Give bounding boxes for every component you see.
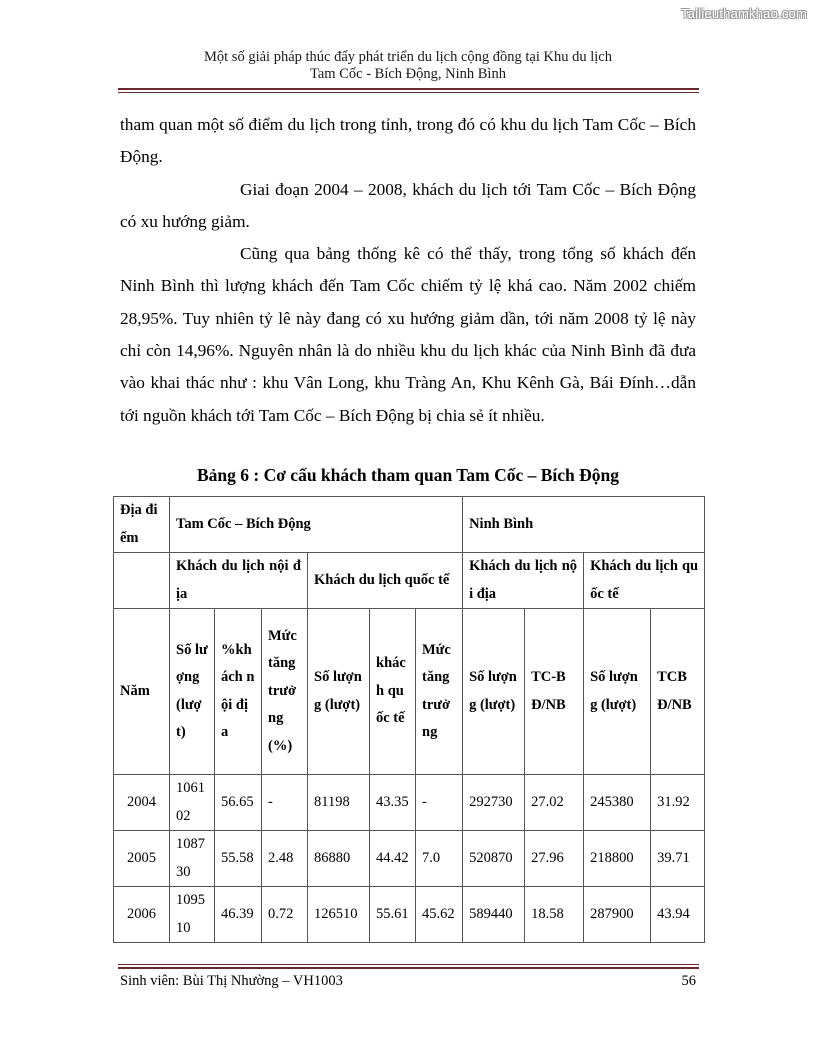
- row-year: 2005: [114, 831, 170, 887]
- row-domestic-percent: 56.65: [215, 775, 262, 831]
- row-domestic-count: 106102: [170, 775, 215, 831]
- header-row-groups: [114, 553, 705, 609]
- row-nb-domestic-ratio: 27.96: [525, 831, 584, 887]
- header-col-5: khách quốc tế: [370, 609, 416, 775]
- header-col-7: Số lượng (lượt): [463, 609, 525, 775]
- header-year: Năm: [114, 609, 170, 775]
- paragraph-3: Cũng qua bảng thống kê có thể thấy, trong tổng số khách đến Ninh Bình thì lượng khách đến Tam Cốc chiếm tỷ lệ khá cao. Năm 2002 chiếm 28,95%. Tuy nhiên tỷ lê này đang có xu hướng giảm dần, tới năm 2008 tỷ lệ này chỉ còn 14,96%. Nguyên nhân là do nhiều khu du lịch khác của Ninh Bình đã đưa vào khai thác như : khu Vân Long, khu Tràng An, Khu Kênh Gà, Bái Đính…dẫn tới nguồn khách tới Tam Cốc – Bích Động bị chia sẻ ít nhiều.: [120, 244, 696, 425]
- row-nb-domestic-count: 589440: [463, 887, 525, 943]
- table-title: Bảng 6 : Cơ cấu khách tham quan Tam Cốc – Bích Động: [197, 465, 619, 485]
- watermark: Tailieuthamkhao.com: [681, 6, 807, 21]
- header-divider: [118, 88, 699, 93]
- row-nb-domestic-count: 520870: [463, 831, 525, 887]
- table-row: [114, 775, 705, 831]
- header-location: Địa điểm: [114, 497, 170, 553]
- row-nb-domestic-ratio: 18.58: [525, 887, 584, 943]
- row-nb-international-ratio: 43.94: [651, 887, 705, 943]
- header-col-10: TCBĐ/NB: [651, 609, 705, 775]
- header-col-8: TC-BĐ/NB: [525, 609, 584, 775]
- header-col-2: %khách nội địa: [215, 609, 262, 775]
- body-text: [120, 109, 696, 432]
- table-row: [114, 831, 705, 887]
- header-tamcoc: Tam Cốc – Bích Động: [170, 497, 463, 553]
- row-international-percent: 44.42: [370, 831, 416, 887]
- page-number: 56: [681, 973, 696, 989]
- header-col-9: Số lượng (lượt): [584, 609, 651, 775]
- row-nb-international-ratio: 31.92: [651, 775, 705, 831]
- header-line-1: Một số giải pháp thúc đẩy phát triển du lịch cộng đồng tại Khu du lịch: [204, 49, 612, 65]
- row-domestic-growth: 0.72: [262, 887, 308, 943]
- row-nb-domestic-count: 292730: [463, 775, 525, 831]
- row-international-growth: 45.62: [416, 887, 463, 943]
- header-col-1: Số lượng (lượt): [170, 609, 215, 775]
- header-international: Khách du lịch quốc tế: [308, 553, 463, 609]
- row-international-percent: 43.35: [370, 775, 416, 831]
- row-year: 2006: [114, 887, 170, 943]
- row-international-percent: 55.61: [370, 887, 416, 943]
- row-nb-international-ratio: 39.71: [651, 831, 705, 887]
- header-nb-international: Khách du lịch quốc tế: [584, 553, 705, 609]
- running-header: [110, 49, 706, 83]
- header-domestic: Khách du lịch nội địa: [170, 553, 308, 609]
- row-nb-international-count: 287900: [584, 887, 651, 943]
- row-year: 2004: [114, 775, 170, 831]
- row-international-count: 86880: [308, 831, 370, 887]
- row-international-growth: -: [416, 775, 463, 831]
- paragraph-1: tham quan một số điểm du lịch trong tỉnh, trong đó có khu du lịch Tam Cốc – Bích Động.: [120, 115, 696, 167]
- visitor-structure-table: [113, 496, 705, 943]
- header-col-4: Số lượng (lượt): [308, 609, 370, 775]
- header-line-2: Tam Cốc - Bích Động, Ninh Bình: [310, 66, 506, 82]
- table-row: [114, 887, 705, 943]
- row-domestic-growth: -: [262, 775, 308, 831]
- row-international-count: 126510: [308, 887, 370, 943]
- header-row-columns: [114, 609, 705, 775]
- row-nb-international-count: 245380: [584, 775, 651, 831]
- row-international-count: 81198: [308, 775, 370, 831]
- row-domestic-growth: 2.48: [262, 831, 308, 887]
- row-international-growth: 7.0: [416, 831, 463, 887]
- row-domestic-percent: 55.58: [215, 831, 262, 887]
- paragraph-2: Giai đoạn 2004 – 2008, khách du lịch tới Tam Cốc – Bích Động có xu hướng giảm.: [120, 179, 696, 231]
- row-nb-domestic-ratio: 27.02: [525, 775, 584, 831]
- footer-divider: [118, 964, 699, 969]
- row-domestic-percent: 46.39: [215, 887, 262, 943]
- row-domestic-count: 109510: [170, 887, 215, 943]
- row-domestic-count: 108730: [170, 831, 215, 887]
- row-nb-international-count: 218800: [584, 831, 651, 887]
- header-nb-domestic: Khách du lịch nội địa: [463, 553, 584, 609]
- header-row-locations: [114, 497, 705, 553]
- header-ninhbinh: Ninh Bình: [463, 497, 705, 553]
- header-col-6: Mức tăng trưởng: [416, 609, 463, 775]
- header-col-3: Mức tăng trưởng (%): [262, 609, 308, 775]
- footer-author: Sinh viên: Bùi Thị Nhường – VH1003: [120, 973, 343, 989]
- header-empty: [114, 553, 170, 609]
